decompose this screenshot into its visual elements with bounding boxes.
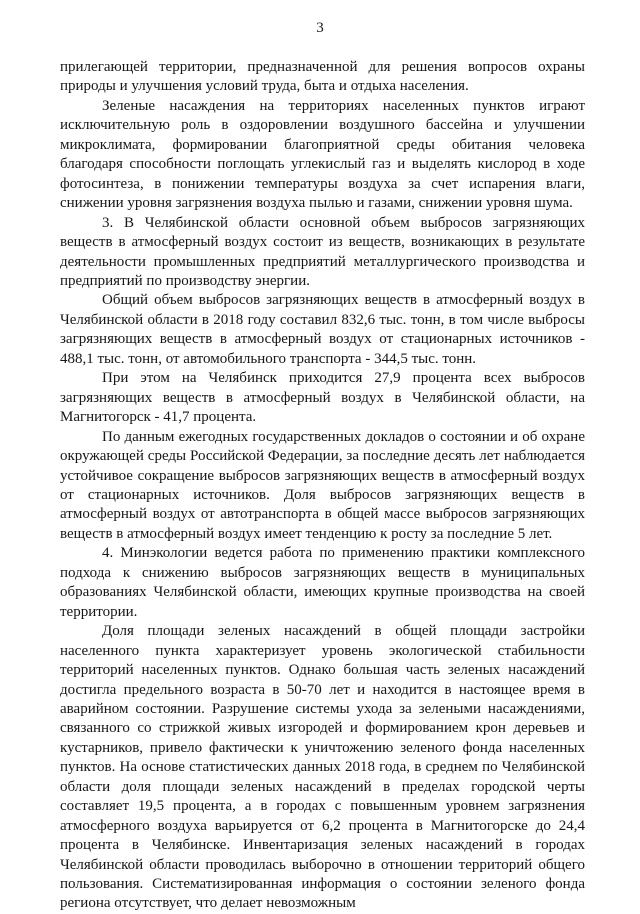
paragraph-3: 3. В Челябинской области основной объем выбросов загрязняющих веществ в атмосферный воздух состоит из веществ, возникающих в результате деятельности промышленных предприятий металлургического производства и предприятий по производству энергии. (60, 214, 585, 289)
paragraph-5: При этом на Челябинск приходится 27,9 процента всех выбросов загрязняющих веществ в атмосферный воздух в Челябинской области, на Магнитогорск - 41,7 процента. (60, 370, 585, 426)
paragraph-1: прилегающей территории, предназначенной для решения вопросов охраны природы и улучшения условий труда, быта и отдыха населения. (60, 59, 585, 95)
paragraph-2: Зеленые насаждения на территориях населенных пунктов играют исключительную роль в оздоровлении воздушного бассейна и улучшении микроклимата, формировании благоприятной среды обитания человека благодаря способности поглощать углекислый газ и выделять кислород в ходе фотосинтеза, в понижении температуры воздуха за счет испарения влаги, снижении уровня загрязнения воздуха пылью и газами, снижении уровня шума. (60, 97, 585, 212)
paragraph-6: По данным ежегодных государственных докладов о состоянии и об охране окружающей среды Российской Федерации, за последние десять лет наблюдается устойчивое сокращение выбросов загрязняющих веществ в атмосферный воздух от стационарных источников. Доля выбросов загрязняющих веществ в атмосферный воздух от автотранспорта в общей массе выбросов загрязняющих веществ в атмосферный воздух имеет тенденцию к росту за последние 5 лет. (60, 428, 585, 542)
paragraph-7: 4. Минэкологии ведется работа по применению практики комплексного подхода к снижению выбросов загрязняющих веществ в муниципальных образованиях Челябинской области, имеющих крупные производства на своей территории. (60, 545, 585, 620)
paragraph-4: Общий объем выбросов загрязняющих веществ в атмосферный воздух в Челябинской области в 2018 году составил 832,6 тыс. тонн, в том числе выбросы загрязняющих веществ в атмосферный воздух от стационарных источников - 488,1 тыс. тонн, от автомобильного транспорта - 344,5 тыс. тонн. (60, 292, 585, 367)
page-number: 3 (316, 20, 324, 36)
document-body (60, 58, 585, 914)
paragraph-8: Доля площади зеленых насаждений в общей площади застройки населенного пункта характеризует уровень экологической стабильности территорий населенных пунктов. Однако большая часть зеленых насаждений достигла предельного возраста в 50-70 лет и находится в настоящее время в аварийном состоянии. Разрушение системы ухода за зелеными насаждениями, связанного со стрижкой живых изгородей и формированием крон деревьев и кустарников, привело фактически к уничтожению зеленого фонда населенных пунктов. На основе статистических данных 2018 года, в среднем по Челябинской области доля площади зеленых насаждений в пределах городской черты составляет 19,5 процента, а в городах с повышенным уровнем загрязнения атмосферного воздуха варьируется от 6,2 процента в Магнитогорске до 24,4 процента в Челябинске. Инвентаризация зеленых насаждений в городах Челябинской области проводилась выборочно в отношении территорий общего пользования. Систематизированная информация о состоянии зеленого фонда региона отсутствует, что делает невозможным (60, 623, 585, 912)
